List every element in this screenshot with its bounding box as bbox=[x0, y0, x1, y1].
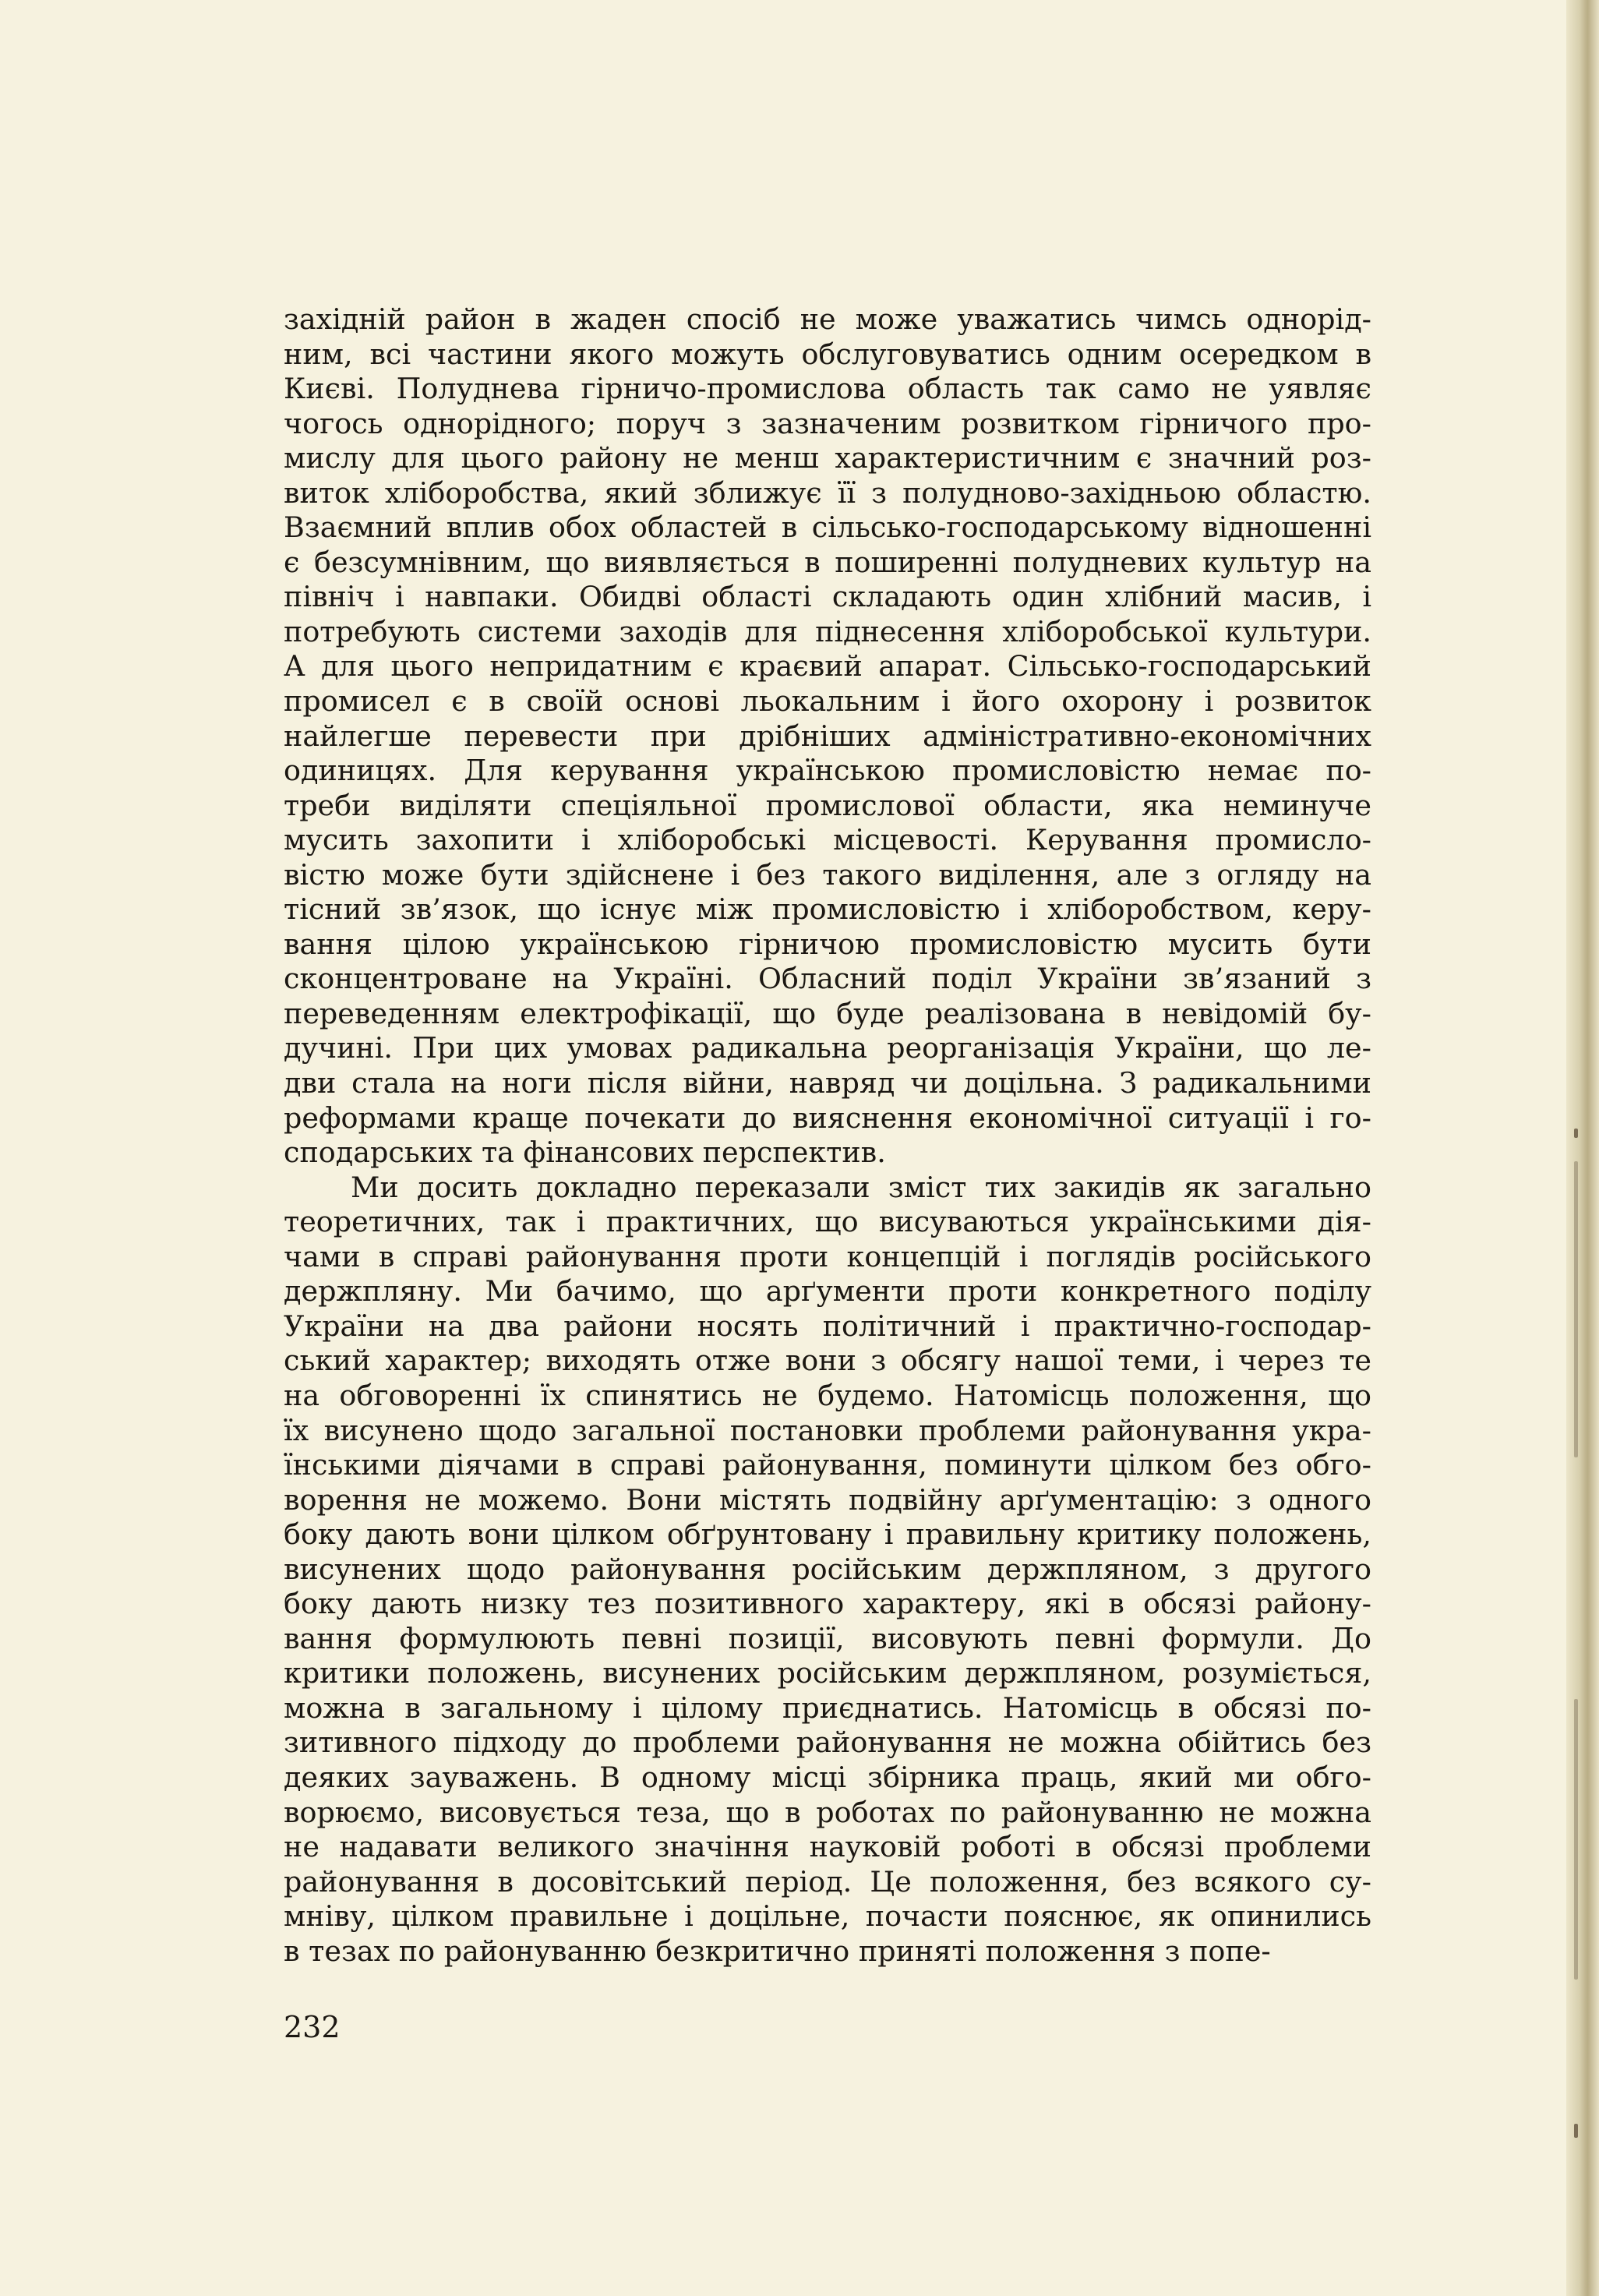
text-line: ворення не можемо. Вони містять подвійну арґументацію: з одного bbox=[284, 1482, 1371, 1517]
page-number: 232 bbox=[284, 2010, 341, 2044]
text-line: можна в загальному і цілому приєднатись. Натомісць в обсязі по- bbox=[284, 1690, 1371, 1725]
text-line: деяких зауважень. В одному місці збірника праць, який ми обго- bbox=[284, 1760, 1371, 1794]
text-line: дучині. При цих умовах радикальна реорганізація України, що ле- bbox=[284, 1031, 1371, 1065]
text-line: одиницях. Для керування українською промисловістю немає по- bbox=[284, 754, 1371, 788]
text-line: вання формулюють певні позиції, висовують певні формули. До bbox=[284, 1621, 1371, 1655]
text-line: на обговоренні їх спинятись не будемо. Натомісць положення, що bbox=[284, 1378, 1371, 1412]
text-line: мусить захопити і хліборобські місцевості. Керування промисло- bbox=[284, 823, 1371, 857]
page-text bbox=[284, 302, 1371, 1969]
text-line: дви стала на ноги після війни, навряд чи доцільна. З радикальними bbox=[284, 1066, 1371, 1100]
text-line: критики положень, висунених російським держпляном, розуміється, bbox=[284, 1656, 1371, 1690]
text-line: є безсумнівним, що виявляється в поширенні полудневих культур на bbox=[284, 545, 1371, 579]
text-line: районування в досовітський період. Це положення, без всякого су- bbox=[284, 1864, 1371, 1899]
text-line: України на два райони носять політичний і практично-господар- bbox=[284, 1309, 1371, 1343]
text-line: держпляну. Ми бачимо, що арґументи проти конкретного поділу bbox=[284, 1274, 1371, 1309]
text-line: боку дають низку тез позитивного характеру, які в обсязі району- bbox=[284, 1587, 1371, 1621]
text-line: їх висунено щодо загальної постановки проблеми районування укра- bbox=[284, 1413, 1371, 1447]
text-line: західній район в жаден спосіб не може уважатись чимсь однорід- bbox=[284, 302, 1371, 336]
text-line: боку дають вони цілком обґрунтовану і правильну критику положень, bbox=[284, 1517, 1371, 1552]
text-line: вання цілою українською гірничою промисловістю мусить бути bbox=[284, 927, 1371, 961]
text-line: мніву, цілком правильне і доцільне, почасти пояснює, як опинились bbox=[284, 1899, 1371, 1934]
paragraph bbox=[284, 302, 1371, 1171]
text-line: треби виділяти спеціяльної промислової области, яка неминуче bbox=[284, 788, 1371, 822]
page-edge bbox=[1566, 0, 1599, 2296]
edge-mark bbox=[1574, 2124, 1578, 2138]
text-line: теоретичних, так і практичних, що висуваються українськими дія- bbox=[284, 1205, 1371, 1239]
edge-mark bbox=[1574, 1129, 1578, 1138]
text-line: в тезах по районуванню безкритично приняті положення з попе- bbox=[284, 1934, 1271, 1968]
text-line: вістю може бути здійснене і без такого виділення, але з огляду на bbox=[284, 857, 1371, 892]
text-line: чами в справі районування проти концепцій і поглядів російського bbox=[284, 1239, 1371, 1273]
text-line: ський характер; виходять отже вони з обсягу нашої теми, і через те bbox=[284, 1344, 1371, 1378]
text-line: А для цього непридатним є краєвий апарат. Сільсько-господарський bbox=[284, 649, 1371, 684]
text-line: північ і навпаки. Обидві області складають один хлібний масив, і bbox=[284, 580, 1371, 614]
text-line: Взаємний вплив обох областей в сільсько-господарському відношенні bbox=[284, 510, 1371, 545]
text-line: промисел є в своїй основі льокальним і його охорону і розвиток bbox=[284, 684, 1371, 719]
text-line: не надавати великого значіння науковій роботі в обсязі проблеми bbox=[284, 1830, 1371, 1864]
text-line: Ми досить докладно переказали зміст тих закидів як загально bbox=[351, 1170, 1371, 1204]
text-line: Києві. Полуднева гірничо-промислова область так само не уявляє bbox=[284, 372, 1371, 406]
edge-mark bbox=[1574, 1161, 1578, 1457]
text-line: сподарських та фінансових перспектив. bbox=[284, 1136, 886, 1170]
paragraph bbox=[284, 1171, 1371, 1969]
text-line: чогось однорідного; поруч з зазначеним розвитком гірничого про- bbox=[284, 406, 1371, 440]
edge-mark bbox=[1574, 1699, 1578, 1980]
text-line: висунених щодо районування російським держпляном, з другого bbox=[284, 1552, 1371, 1586]
text-line: тісний зв’язок, що існує між промисловістю і хліборобством, керу- bbox=[284, 892, 1371, 927]
text-line: найлегше перевести при дрібніших адміністративно-економічних bbox=[284, 719, 1371, 753]
text-line: мислу для цього району не менш характеристичним є значний роз- bbox=[284, 441, 1371, 475]
text-line: їнськими діячами в справі районування, поминути цілком без обго- bbox=[284, 1448, 1371, 1482]
text-line: потребують системи заходів для піднесення хліборобської культури. bbox=[284, 614, 1371, 648]
text-line: виток хліборобства, який зближує її з полудново-західньою областю. bbox=[284, 475, 1371, 510]
text-line: ним, всі частини якого можуть обслуговуватись одним осередком в bbox=[284, 337, 1371, 371]
text-line: переведенням електрофікації, що буде реалізована в невідомій бу- bbox=[284, 996, 1371, 1030]
text-line: реформами краще почекати до вияснення економічної ситуації і го- bbox=[284, 1100, 1371, 1135]
text-line: зитивного підходу до проблеми районування не можна обійтись без bbox=[284, 1726, 1371, 1760]
text-line: сконцентроване на Україні. Обласний поділ України зв’язаний з bbox=[284, 962, 1371, 996]
text-line: ворюємо, висовується теза, що в роботах по районуванню не можна bbox=[284, 1795, 1371, 1829]
